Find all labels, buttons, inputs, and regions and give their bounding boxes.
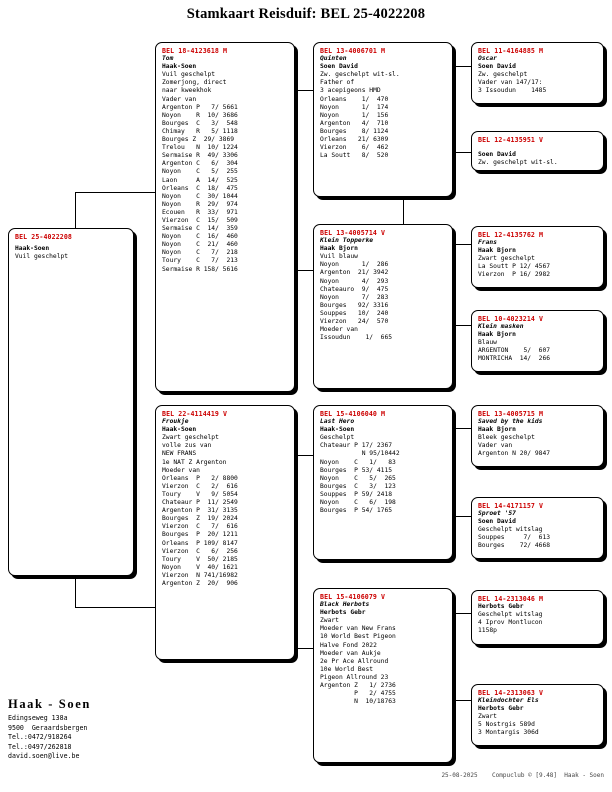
pigeon-name: Kleindochter Els	[478, 697, 539, 705]
card-line: Chateaur P 11/ 2549	[162, 499, 238, 507]
card-line: Noyon C 5/ 265	[320, 474, 396, 482]
card-line: Noyon R 10/ 3686	[162, 111, 238, 119]
card-line: Vuil blauw	[320, 253, 358, 261]
card-line: Vierzon 6/ 462	[320, 144, 389, 152]
card-line: Vierzon C 6/ 256	[162, 547, 238, 555]
card-line: Souppes 7/ 613	[478, 534, 551, 542]
pedigree-card-gen3-1[interactable]	[471, 42, 604, 104]
breeder-email: david.soen@live.be	[8, 752, 80, 761]
card-line: Moeder van Aukje	[320, 649, 381, 657]
card-line: 1e NAT Z Argenton	[162, 458, 227, 466]
card-line: Noyon 7/ 283	[320, 293, 389, 301]
card-line: Moeder van	[320, 326, 358, 334]
card-line: Chimay R 5/ 1118	[162, 127, 238, 135]
card-line: Orleans P 2/ 8800	[162, 474, 238, 482]
pedigree-card-gen3-8[interactable]	[471, 684, 604, 746]
card-line: Geschelpt witslag	[478, 526, 543, 534]
card-line: Argenton Z 1/ 2736	[320, 682, 396, 690]
card-line: Bourges 92/ 3316	[320, 301, 389, 309]
card-line: Ecouen R 33/ 971	[162, 208, 238, 216]
footer-text: 25-08-2025 Compuclub © [9.48] Haak - Soen	[441, 772, 604, 779]
card-line: 2e Pr Ace Allround	[320, 657, 389, 665]
ring-number: BEL 14-2313063 V	[478, 689, 544, 697]
card-line: Vierzon C 2/ 616	[162, 482, 238, 490]
card-line: Moeder van	[162, 466, 200, 474]
owner-name: Haak Bjorn	[320, 245, 358, 253]
pedigree-card-gen3-5[interactable]	[471, 405, 604, 467]
card-line: Noyon R 29/ 974	[162, 200, 238, 208]
card-line: Blauw	[478, 339, 497, 347]
card-line: 4 Iprov Montlucon	[478, 619, 543, 627]
card-line: Vader van 147/17:	[478, 79, 543, 87]
owner-name: Soen David	[478, 63, 516, 71]
pigeon-name: Oscar	[478, 55, 497, 63]
card-line: Noyon 1/ 174	[320, 103, 389, 111]
pigeon-name: Frans	[478, 239, 497, 247]
card-line: La Soutt 8/ 520	[320, 152, 389, 160]
card-line: Noyon C 1/ 83	[320, 458, 396, 466]
owner-name: Haak Bjorn	[478, 426, 516, 434]
card-line: Issoudun 1/ 665	[320, 334, 393, 342]
card-line: Noyon 4/ 293	[320, 277, 389, 285]
card-line: Argenton 21/ 3942	[320, 269, 389, 277]
card-line: Vierzon C 7/ 616	[162, 523, 238, 531]
card-line: Bourges C 3/ 548	[162, 119, 238, 127]
card-line: Orleans C 18/ 475	[162, 184, 238, 192]
ring-number: BEL 15-4106040 M	[320, 410, 386, 418]
pigeon-name: Saved by the kids	[478, 418, 543, 426]
ring-number: BEL 22-4114419 V	[162, 410, 228, 418]
connector	[75, 607, 155, 608]
card-line: Noyon C 21/ 460	[162, 241, 238, 249]
owner-name: Herbots Gebr	[478, 705, 524, 713]
card-line: Bourges Z 19/ 2024	[162, 515, 238, 523]
card-line: Laon A 14/ 525	[162, 176, 238, 184]
card-line: Argenton P 7/ 5661	[162, 103, 238, 111]
card-line: Bourges P 53/ 4115	[320, 466, 393, 474]
breeder-block	[8, 697, 91, 761]
pigeon-name: Froukje	[162, 418, 189, 426]
pigeon-name: Black Herbots	[320, 601, 370, 609]
card-line: La Soutt P 12/ 4567	[478, 263, 551, 271]
pedigree-card-gen3-4[interactable]	[471, 310, 604, 372]
owner-name: Haak-Soen	[162, 426, 197, 434]
card-line: Zomerjong, direct	[162, 79, 227, 87]
card-line: Vierzon 24/ 570	[320, 318, 389, 326]
card-line: 3 acepigeons HMD	[320, 87, 381, 95]
pigeon-name: Quinten	[320, 55, 347, 63]
ring-number: BEL 25-4022208	[15, 233, 72, 241]
card-line: Vuil geschelpt	[15, 253, 69, 261]
breeder-name: Haak - Soen	[8, 697, 91, 711]
card-line: Orleans 1/ 470	[320, 95, 389, 103]
card-line: NEW FRANS	[162, 450, 197, 458]
card-line: Vierzon N 741/16982	[162, 571, 238, 579]
card-line: Toury V 9/ 5054	[162, 490, 238, 498]
ring-number: BEL 13-4005714 V	[320, 229, 386, 237]
card-line: Chateaur P 17/ 2367	[320, 442, 393, 450]
ring-number: BEL 14-2313046 M	[478, 595, 544, 603]
card-line: Noyon C 16/ 460	[162, 233, 238, 241]
card-line: Noyon 1/ 156	[320, 111, 389, 119]
card-line: Father of	[320, 79, 355, 87]
card-line: Argenton P 31/ 3135	[162, 507, 238, 515]
ring-number: BEL 10-4023214 V	[478, 315, 544, 323]
card-line: Vuil geschelpt	[162, 71, 216, 79]
breeder-phone: Tel.:0472/918264	[8, 733, 72, 742]
card-line: Bourges C 3/ 123	[320, 482, 396, 490]
card-line: Souppes 10/ 240	[320, 309, 389, 317]
pigeon-name: Klein Topperke	[320, 237, 374, 245]
card-line: 1158p	[478, 627, 497, 635]
owner-name: Haak-Soen	[320, 426, 355, 434]
pedigree-card-gen2-1[interactable]	[313, 42, 453, 197]
card-line: Noyon C 5/ 255	[162, 168, 238, 176]
ring-number: BEL 14-4171157 V	[478, 502, 544, 510]
card-line: Zwart	[320, 617, 339, 625]
card-line: Vader van	[478, 442, 513, 450]
card-line: Sermaise R 158/ 5616	[162, 265, 238, 273]
card-line: Argenton C 6/ 304	[162, 160, 238, 168]
pigeon-name: Last Hero	[320, 418, 355, 426]
owner-name: Soen David	[320, 63, 358, 71]
card-line: Bourges 72/ 4668	[478, 542, 551, 550]
card-line: Zwart geschelpt	[478, 255, 535, 263]
card-line: Trelou N 10/ 1224	[162, 144, 238, 152]
pedigree-card-gen2-4[interactable]	[313, 588, 453, 763]
card-line: Noyon C 6/ 198	[320, 499, 396, 507]
connector	[75, 192, 155, 193]
owner-name: Haak Bjorn	[478, 331, 516, 339]
card-line: Bourges P 20/ 1211	[162, 531, 238, 539]
card-line: Zw. geschelpt	[478, 71, 528, 79]
pigeon-name: Sproet '57	[478, 510, 516, 518]
pedigree-card-sire[interactable]	[155, 42, 295, 392]
card-line: 5 Nostrgis 589d	[478, 721, 535, 729]
card-line: Argenton Z 20/ 906	[162, 579, 238, 587]
card-line: 3 Issoudun 1485	[478, 87, 547, 95]
card-line: Chateauro 9/ 475	[320, 285, 389, 293]
card-line: Noyon C 30/ 1044	[162, 192, 238, 200]
breeder-address-line: 9500 Geraardsbergen	[8, 723, 88, 732]
pedigree-card-gen3-7[interactable]	[471, 590, 604, 645]
card-line: Moeder van New Frans	[320, 625, 396, 633]
card-line: Orleans P 109/ 8147	[162, 539, 238, 547]
card-line: ARGENTON 5/ 607	[478, 347, 551, 355]
owner-name: Haak-Soen	[162, 63, 197, 71]
pigeon-name: Tom	[162, 55, 174, 63]
owner-name: Soen David	[478, 151, 516, 159]
pedigree-card-gen3-2[interactable]	[471, 131, 604, 171]
card-line: Bleek geschelpt	[478, 434, 535, 442]
card-line: Geschelpt witslag	[478, 611, 543, 619]
card-line: Orleans 21/ 6309	[320, 136, 389, 144]
card-line: Toury V 50/ 2185	[162, 555, 238, 563]
ring-number: BEL 13-4006701 M	[320, 47, 386, 55]
card-line: Bourges P 54/ 1765	[320, 507, 393, 515]
card-line: Halve Fond 2022	[320, 641, 377, 649]
ring-number: BEL 12-4135951 V	[478, 136, 544, 144]
card-line: Zwart	[478, 713, 497, 721]
pedigree-card-gen3-6[interactable]	[471, 497, 604, 559]
card-line: volle zus van	[162, 442, 212, 450]
card-line: Pigeon Allround 23	[320, 673, 389, 681]
pedigree-card-dam[interactable]	[155, 405, 295, 660]
card-line: N 10/18763	[320, 698, 396, 706]
ring-number: BEL 18-4123618 M	[162, 47, 228, 55]
card-line: Souppes P 59/ 2418	[320, 490, 393, 498]
page-title: Stamkaart Reisduif: BEL 25-4022208	[186, 6, 426, 22]
card-line: Sermaise C 14/ 359	[162, 225, 238, 233]
ring-number: BEL 15-4106079 V	[320, 593, 386, 601]
card-line: Vierzon C 15/ 509	[162, 216, 238, 224]
card-line: Noyon 1/ 286	[320, 261, 389, 269]
card-line: Noyon C 7/ 218	[162, 249, 238, 257]
card-line: Zwart geschelpt	[162, 434, 219, 442]
pedigree-card-gen2-2[interactable]	[313, 224, 453, 389]
card-line: P 2/ 4755	[320, 690, 396, 698]
card-line: Toury C 7/ 213	[162, 257, 238, 265]
card-line: Argenton 4/ 710	[320, 119, 389, 127]
card-line: Zw. geschelpt wit-sl.	[320, 71, 400, 79]
card-line: 3 Montargis 306d	[478, 729, 539, 737]
card-line: Vader van	[162, 95, 197, 103]
card-line: naar kweekhok	[162, 87, 212, 95]
card-line: Bourges 8/ 1124	[320, 127, 389, 135]
card-line: Vierzon P 16/ 2982	[478, 271, 551, 279]
owner-name: Herbots Gebr	[478, 603, 524, 611]
card-line: Haak-Soen	[15, 245, 50, 253]
ring-number: BEL 13-4005715 M	[478, 410, 544, 418]
card-line: Geschelpt	[320, 434, 355, 442]
card-line: MONTRICHA 14/ 266	[478, 355, 551, 363]
owner-name: Haak Bjorn	[478, 247, 516, 255]
card-line: Sermaise R 49/ 3306	[162, 152, 238, 160]
owner-name: Herbots Gebr	[320, 609, 366, 617]
card-line: Bourges Z 29/ 3869	[162, 136, 235, 144]
pedigree-card-subject[interactable]	[8, 228, 134, 576]
pedigree-card-gen3-3[interactable]	[471, 226, 604, 288]
card-line: 10e World Best	[320, 665, 374, 673]
owner-name: Soen David	[478, 518, 516, 526]
breeder-phone: Tel.:0497/262818	[8, 742, 72, 751]
pigeon-name: Klein masken	[478, 323, 524, 331]
card-line: Argenton N 20/ 9847	[478, 450, 551, 458]
card-line: Zw. geschelpt wit-sl.	[478, 159, 558, 167]
card-line: 10 World Best Pigeon	[320, 633, 396, 641]
pedigree-card-gen2-3[interactable]	[313, 405, 453, 560]
breeder-address-line: Edingseweg 138a	[8, 714, 68, 723]
ring-number: BEL 11-4164885 M	[478, 47, 544, 55]
card-line: Noyon V 40/ 1621	[162, 563, 238, 571]
card-line: N 95/10442	[320, 450, 400, 458]
ring-number: BEL 12-4135762 M	[478, 231, 544, 239]
